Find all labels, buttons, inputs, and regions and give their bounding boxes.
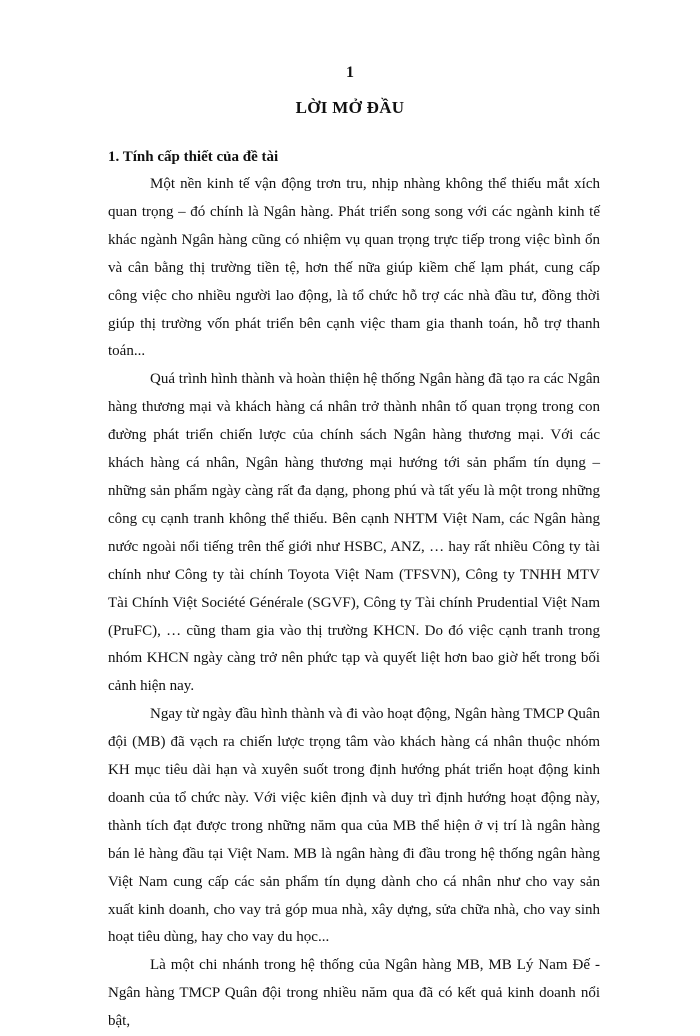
paragraph-1: Một nền kinh tế vận động trơn tru, nhịp nhàng không thể thiếu mắt xích quan trọng – đó chính là Ngân hàng. Phát triển song song với các ngành kinh tế khác ngành Ngân hàng cũng có nhiệm vụ quan trọng trực tiếp trong việc bình ổn và cân bằng thị trường tiền tệ, hơn thế nữa giúp kiềm chế lạm phát, cung cấp công việc cho nhiều người lao động, là tổ chức hỗ trợ các nhà đầu tư, đồng thời giúp thị trường vốn phát triển bên cạnh việc tham gia thanh toán, hỗ trợ thanh toán... [108,176,600,360]
paragraph-4: Là một chi nhánh trong hệ thống của Ngân hàng MB, MB Lý Nam Đế - Ngân hàng TMCP Quân đội trong nhiều năm qua đã có kết quả kinh doanh nổi bật, [108,957,600,1030]
paragraph-3: Ngay từ ngày đầu hình thành và đi vào hoạt động, Ngân hàng TMCP Quân đội (MB) đã vạch ra chiến lược trọng tâm vào khách hàng cá nhân thuộc nhóm KH mục tiêu dài hạn và xuyên suốt trong định hướng phát triển hoạt động kinh doanh của tổ chức này. Với việc kiên định và duy trì định hướng hoạt động này, thành tích đạt được trong những năm qua của MB thể hiện ở vị trí là ngân hàng bán lẻ hàng đầu tại Việt Nam. MB là ngân hàng đi đầu trong hệ thống ngân hàng Việt Nam cung cấp các sản phẩm tín dụng dành cho cá nhân như cho vay sản xuất kinh doanh, cho vay trả góp mua nhà, xây dựng, sửa chữa nhà, cho vay sinh hoạt tiêu dùng, hay cho vay du học... [108,706,600,946]
paragraph-2: Quá trình hình thành và hoàn thiện hệ thống Ngân hàng đã tạo ra các Ngân hàng thương mại và khách hàng cá nhân trở thành nhân tố quan trọng trong con đường phát triển chiến lược của chính sách Ngân hàng thương mại. Với các khách hàng cá nhân, Ngân hàng thương mại hướng tới sản phẩm tín dụng – những sản phẩm ngày càng rất đa dạng, phong phú và tất yếu là một trong những công cụ cạnh tranh không thể thiếu. Bên cạnh NHTM Việt Nam, các Ngân hàng nước ngoài nổi tiếng trên thế giới như HSBC, ANZ, … hay rất nhiều Công ty tài chính như Công ty tài chính Toyota Việt Nam (TFSVN), Công ty TNHH MTV Tài Chính Việt Société Générale (SGVF), Công ty Tài chính Prudential Việt Nam (PruFC), … cũng tham gia vào thị trường KHCN. Do đó việc cạnh tranh trong nhóm KHCN ngày càng trở nên phức tạp và quyết liệt hơn bao giờ hết trong bối cảnh hiện nay. [108,371,600,695]
section-heading: 1. Tính cấp thiết của đề tài [108,149,279,165]
page-number: 1 [346,64,354,81]
body-text [108,143,600,1036]
chapter-title: LỜI MỞ ĐẦU [295,98,405,117]
